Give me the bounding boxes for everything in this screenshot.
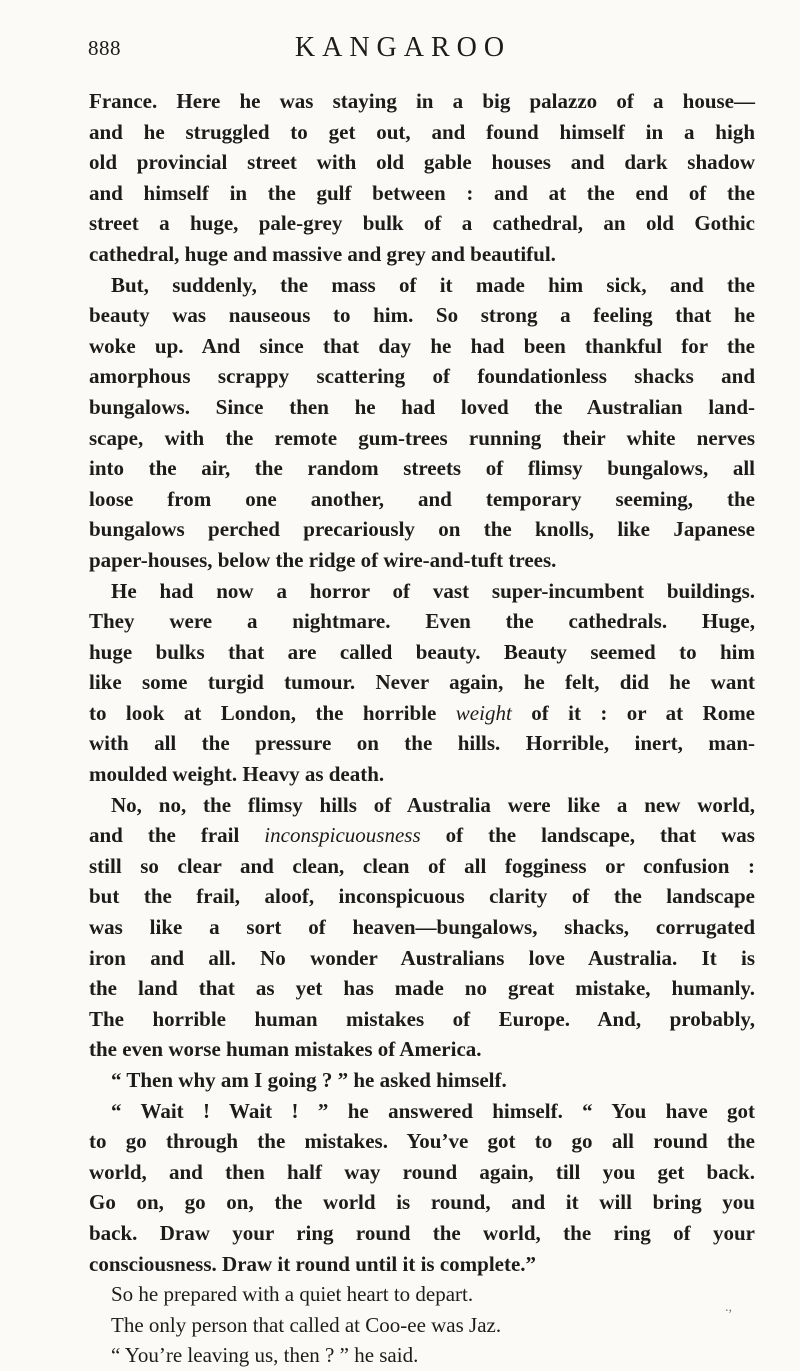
text-line: still so clear and clean, clean of all fogginess or confusion : xyxy=(89,853,755,878)
text-line: scape, with the remote gum-trees running their white nerves xyxy=(89,425,755,450)
text-line: back. Draw your ring round the world, the ring of your xyxy=(89,1220,755,1245)
text-line xyxy=(89,820,755,851)
text-line: was like a sort of heaven—bungalows, shacks, corrugated xyxy=(89,915,755,940)
paragraph-start: But, suddenly, the mass of it made him sick, and the xyxy=(111,272,755,297)
signature-mark: ., xyxy=(725,1300,732,1315)
text-line: and himself in the gulf between : and at the end of the xyxy=(89,180,755,205)
text-segment: and the frail xyxy=(89,823,265,848)
text-line: to go through the mistakes. You’ve got to go all round the xyxy=(89,1129,755,1154)
text-line: old provincial street with old gable houses and dark shadow xyxy=(89,150,755,175)
text-line: world, and then half way round again, till you get back. xyxy=(89,1159,755,1184)
text-line: the land that as yet has made no great mistake, humanly. xyxy=(89,976,755,1001)
text-line: huge bulks that are called beauty. Beauty seemed to him xyxy=(89,639,755,664)
text-line: bungalows. Since then he had loved the Australian land- xyxy=(89,394,755,419)
paragraph-start: “ Then why am I going ? ” he asked himself. xyxy=(111,1068,507,1092)
running-title: KANGAROO xyxy=(294,32,512,63)
paragraph-start: The only person that called at Coo-ee was Jaz. xyxy=(111,1312,502,1337)
text-line: street a huge, pale-grey bulk of a cathedral, an old Gothic xyxy=(89,211,755,236)
text-segment: of it : or at Rome xyxy=(511,700,756,725)
paragraph-start: No, no, the flimsy hills of Australia were like a new world, xyxy=(111,792,755,817)
text-segment: to look at London, the horrible xyxy=(89,700,456,725)
italic-emphasis: inconspicuousness xyxy=(264,823,421,848)
text-line: and he struggled to get out, and found himself in a high xyxy=(89,119,755,144)
text-line: cathedral, huge and massive and grey and beautiful. xyxy=(89,241,556,266)
text-line: consciousness. Draw it round until it is complete.” xyxy=(89,1251,537,1276)
text-line: beauty was nauseous to him. So strong a feeling that he xyxy=(89,303,755,328)
text-line: France. Here he was staying in a big palazzo of a house— xyxy=(89,89,755,113)
text-line: with all the pressure on the hills. Horrible, inert, man- xyxy=(89,731,755,756)
text-line: moulded weight. Heavy as death. xyxy=(89,762,385,787)
text-line: like some turgid tumour. Never again, he felt, did he want xyxy=(89,670,755,695)
text-line: Go on, go on, the world is round, and it will bring you xyxy=(89,1190,755,1215)
text-line xyxy=(89,698,755,729)
text-line: the even worse human mistakes of America. xyxy=(89,1037,482,1062)
paragraph-start: So he prepared with a quiet heart to depart. xyxy=(111,1282,474,1307)
text-line: paper-houses, below the ridge of wire-and-tuft trees. xyxy=(89,547,557,572)
text-line: loose from one another, and temporary seeming, the xyxy=(89,486,755,511)
text-line: into the air, the random streets of flimsy bungalows, all xyxy=(89,456,755,481)
body-text xyxy=(89,86,755,1371)
text-segment: of the landscape, that was xyxy=(420,823,755,848)
text-line: They were a nightmare. Even the cathedrals. Huge, xyxy=(89,609,755,634)
text-line: amorphous scrappy scattering of foundationless shacks and xyxy=(89,364,755,389)
page-number: 888 xyxy=(88,36,121,60)
text-line: but the frail, aloof, inconspicuous clarity of the landscape xyxy=(89,884,755,909)
italic-emphasis: weight xyxy=(455,700,512,725)
paragraph-start: “ Wait ! Wait ! ” he answered himself. “ You have got xyxy=(111,1098,755,1123)
text-line: bungalows perched precariously on the knolls, like Japanese xyxy=(89,517,755,542)
page-header xyxy=(88,32,708,70)
text-line: woke up. And since that day he had been thankful for the xyxy=(89,333,755,358)
paragraph-start: He had now a horror of vast super-incumbent buildings. xyxy=(111,578,755,603)
text-line: The horrible human mistakes of Europe. And, probably, xyxy=(89,1006,755,1031)
text-line: iron and all. No wonder Australians love Australia. It is xyxy=(89,945,755,970)
paragraph-start: “ You’re leaving us, then ? ” he said. xyxy=(111,1343,419,1368)
